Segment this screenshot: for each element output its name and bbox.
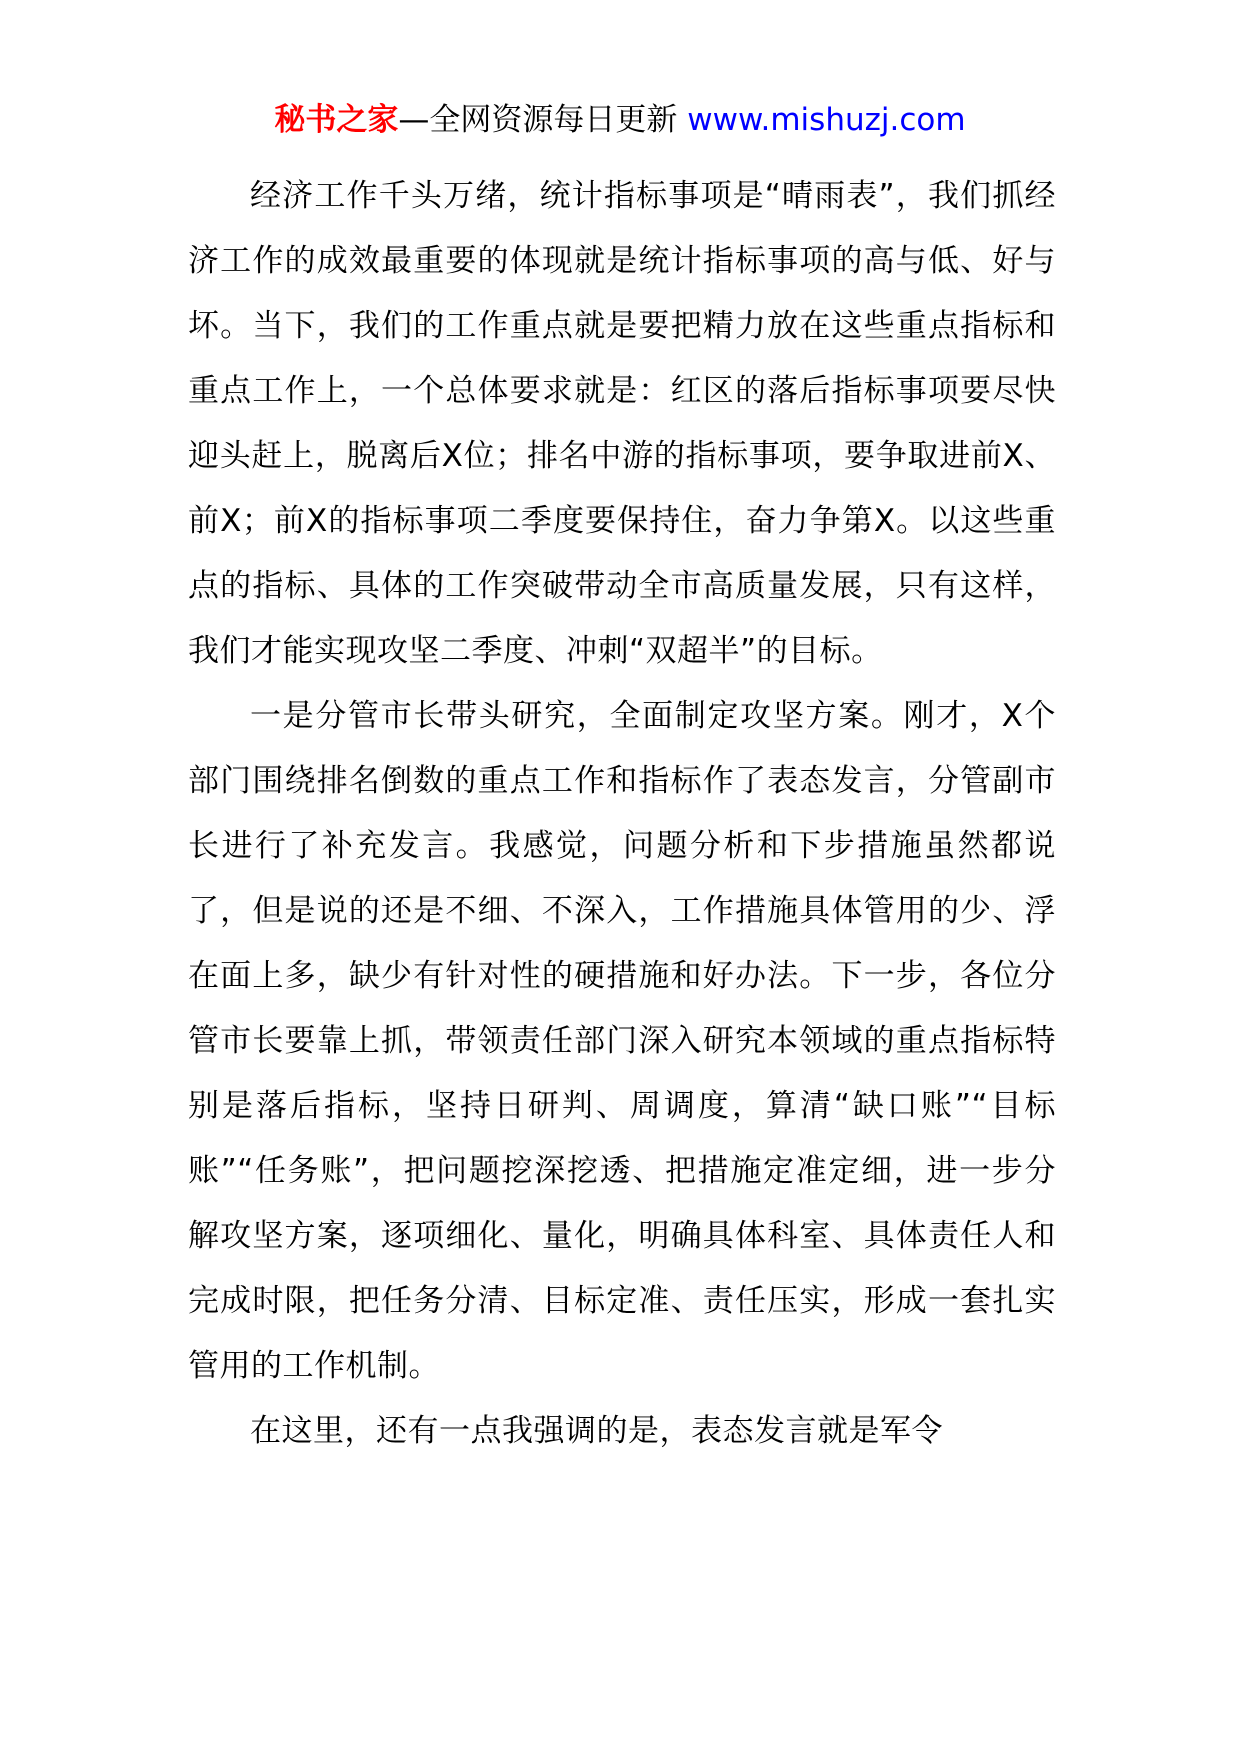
site-url-link[interactable]: www.mishuzj.com [687,102,966,138]
paragraph-emphasis: 在这里，还有一点我强调的是，表态发言就是军令 [250,1413,943,1449]
site-tagline: —全网资源每日更新 [398,102,688,138]
paragraph-point-one: 一是分管市长带头研究，全面制定攻坚方案。刚才，X个部门围绕排名倒数的重点工作和指标作了表态发言，分管副市长进行了补充发言。我感觉，问题分析和下步措施虽然都说了，但是说的还是不细、不深入，工作措施具体管用的少、浮在面上多，缺少有针对性的硬措施和好办法。下一步，各位分管市长要靠上抓，带领责任部门深入研究本领域的重点指标特别是落后指标，坚持日研判、周调度，算清“缺口账”“目标账”“任务账”，把问题挖深挖透、把措施定准定细，进一步分解攻坚方案，逐项细化、量化，明确具体科室、具体责任人和完成时限，把任务分清、目标定准、责任压实，形成一套扎实管用的工作机制。 [188,698,1056,1384]
paragraph-intro: 经济工作千头万绪，统计指标事项是“晴雨表”，我们抓经济工作的成效最重要的体现就是统计指标事项的高与低、好与坏。当下，我们的工作重点就是要把精力放在这些重点指标和重点工作上，一个总体要求就是：红区的落后指标事项要尽快迎头赶上，脱离后X位；排名中游的指标事项，要争取进前X、前X；前X的指标事项二季度要保持住，奋力争第X。以这些重点的指标、具体的工作突破带动全市高质量发展，只有这样，我们才能实现攻坚二季度、冲刺“双超半”的目标。 [188,178,1056,669]
site-brand: 秘书之家 [274,102,399,138]
document-body [188,164,1056,1464]
page-header [0,100,1240,140]
